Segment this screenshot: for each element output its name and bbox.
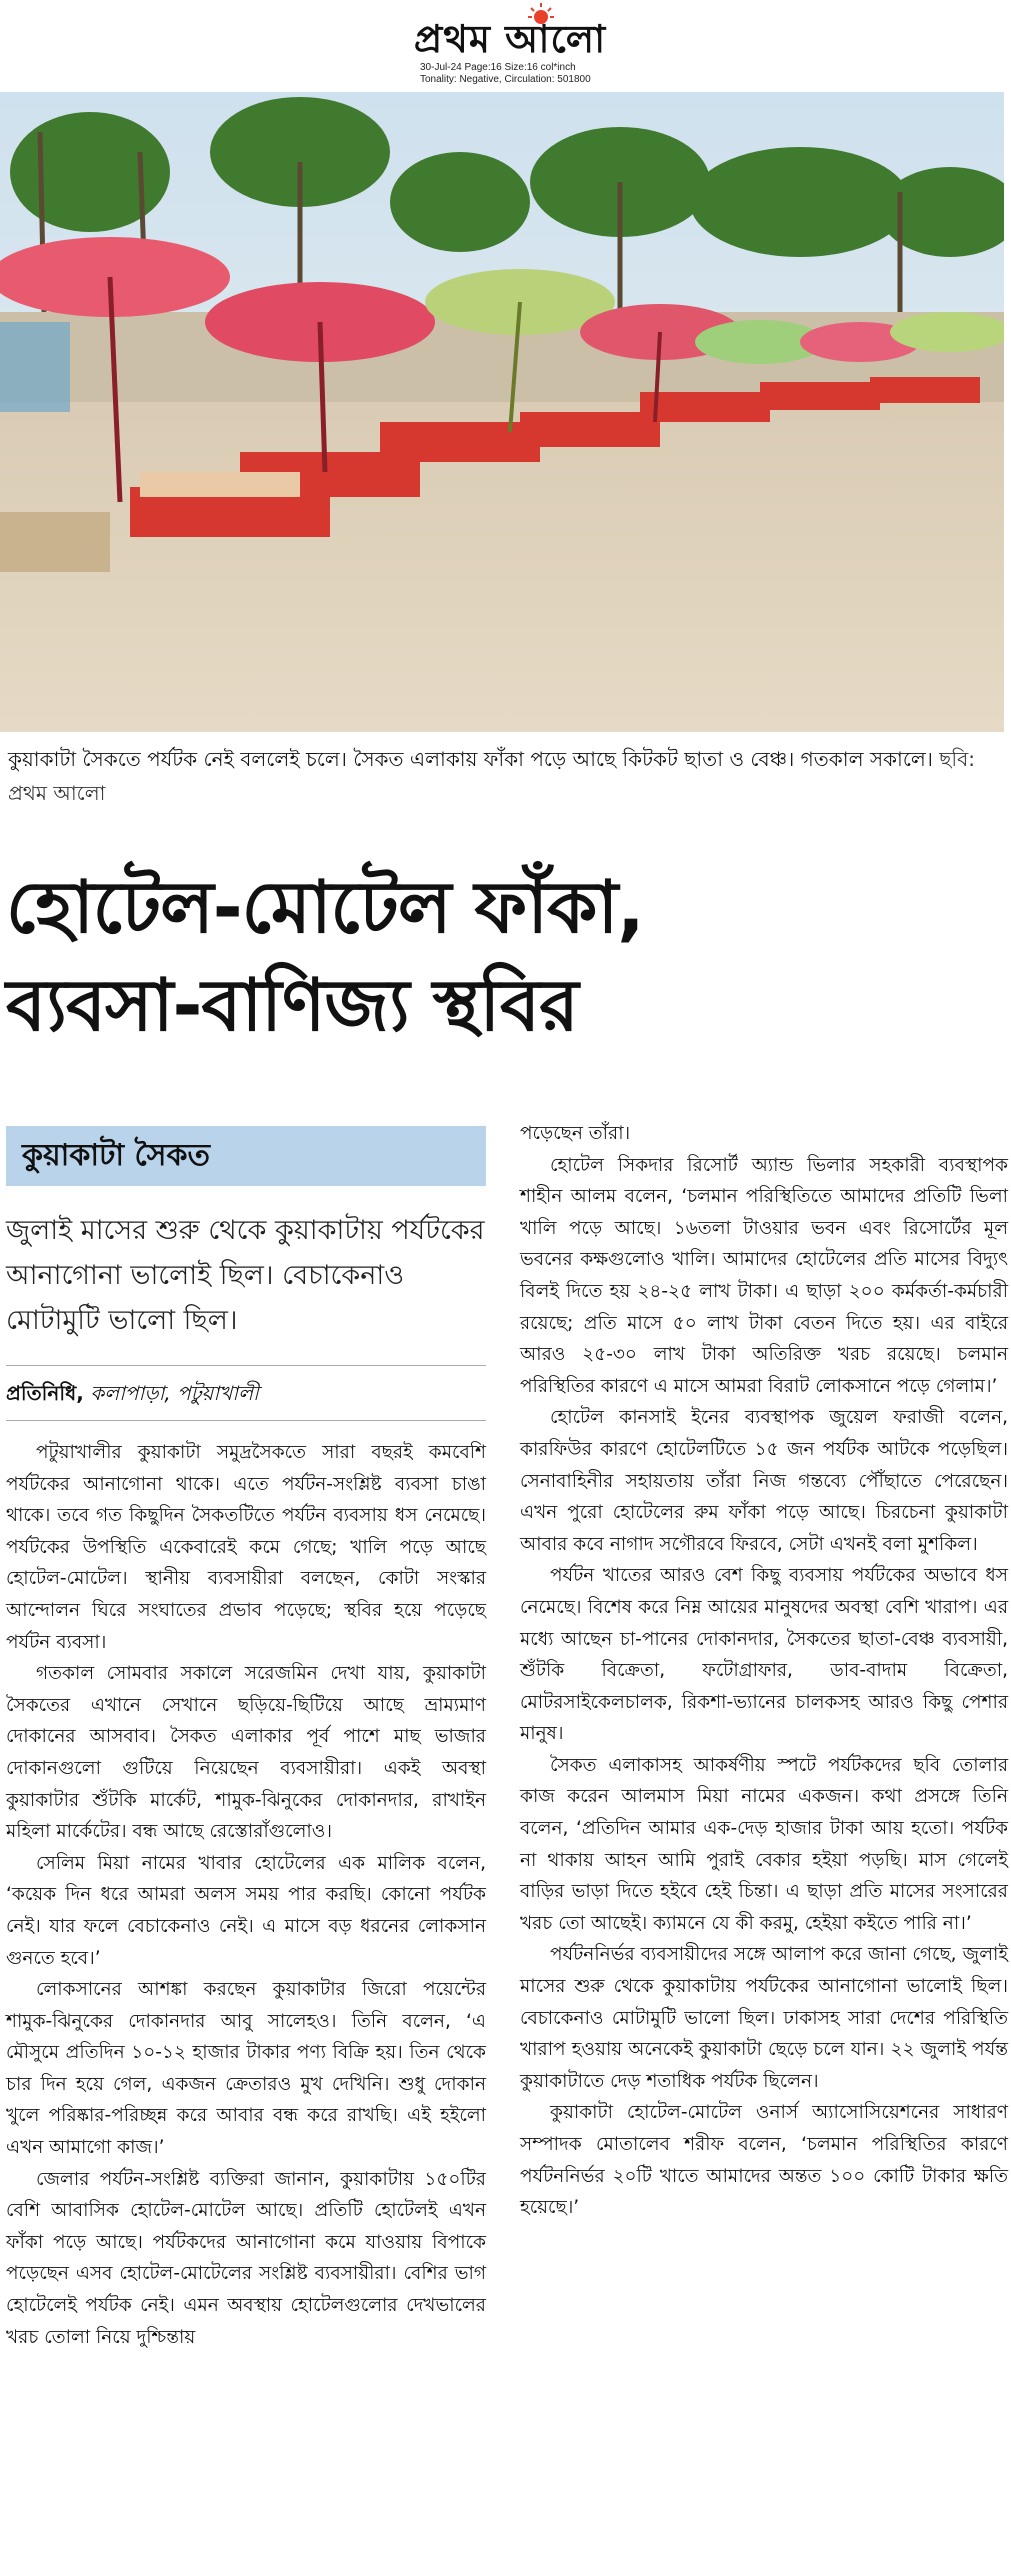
newspaper-logo bbox=[390, 4, 630, 60]
byline bbox=[6, 1365, 486, 1421]
byline-place: কলাপাড়া, পটুয়াখালী bbox=[90, 1381, 259, 1405]
meta-line-1: 30-Jul-24 Page:16 Size:16 col*inch bbox=[420, 62, 576, 73]
logo-text: প্রথম আলো bbox=[413, 16, 607, 61]
masthead bbox=[0, 0, 1011, 92]
paragraph: পটুয়াখালীর কুয়াকাটা সমুদ্রসৈকতে সারা বছরই কমবেশি পর্যটকের আনাগোনা থাকে। এতে পর্যটন-সংশ্লিষ্ট ব্যবসা চাঙা থাকে। তবে গত কিছুদিন সৈকতটিতে পর্যটন ব্যবসায় ধস নেমেছে। পর্যটকের উপস্থিতি একেবারেই কমে গেছে; খালি পড়ে আছে হোটেল-মোটেল। স্থানীয় ব্যবসায়ীরা বলছেন, কোটা সংস্কার আন্দোলন ঘিরে সংঘাতের প্রভাব পড়েছে; স্থবির হয়ে পড়েছে পর্যটন ব্যবসা। bbox=[6, 1442, 486, 1653]
clipping-meta bbox=[420, 62, 680, 86]
caption-text: কুয়াকাটা সৈকতে পর্যটক নেই বললেই চলে। সৈকত এলাকায় ফাঁকা পড়ে আছে কিটকট ছাতা ও বেঞ্চ। গতকাল সকালে। bbox=[8, 747, 933, 771]
paragraph: সেলিম মিয়া নামের খাবার হোটেলের এক মালিক বলেন, ‘কয়েক দিন ধরে আমরা অলস সময় পার করছি। কোনো পর্যটক নেই। যার ফলে বেচাকেনাও নেই। এ মাসে বড় ধরনের লোকসান গুনতে হবে।’ bbox=[6, 1852, 486, 1969]
paragraph: পড়েছেন তাঁরা। bbox=[520, 1123, 631, 1144]
paragraph: সৈকত এলাকাসহ আকর্ষণীয় স্পটে পর্যটকদের ছবি তোলার কাজ করেন আলমাস মিয়া নামের একজন। কথা প্রসঙ্গে তিনি বলেন, ‘প্রতিদিন আমার এক-দেড় হাজার টাকা আয় হতো। পর্যটক না থাকায় আহন আমি পুরাই বেকার হইয়া পড়ছি। মাস গেলেই বাড়ির ভাড়া দিতে হইবে হেই চিন্তা। এ ছাড়া প্রতি মাসের সংসারের খরচ তো আছেই। ক্যামনে যে কী করমু, হেইয়া কইতে পারি না।’ bbox=[520, 1754, 1008, 1934]
meta-line-2: Tonality: Negative, Circulation: 501800 bbox=[420, 74, 591, 85]
headline-line-2: ব্যবসা-বাণিজ্য স্থবির bbox=[6, 963, 578, 1047]
paragraph: কুয়াকাটা হোটেল-মোটেল ওনার্স অ্যাসোসিয়েশনের সাধারণ সম্পাদক মোতালেব শরীফ বলেন, ‘চলমান পরিস্থিতির কারণে পর্যটননির্ভর ২০টি খাতে আমাদের অন্তত ১০০ কোটি টাকার ক্ষতি হয়েছে।’ bbox=[520, 2102, 1008, 2219]
paragraph: হোটেল সিকদার রিসোর্ট অ্যান্ড ভিলার সহকারী ব্যবস্থাপক শাহীন আলম বলেন, ‘চলমান পরিস্থিতিতে আমাদের প্রতিটি ভিলা খালি পড়ে আছে। ১৬তলা টাওয়ার ভবন এবং রিসোর্টের মূল ভবনের কক্ষগুলোও খালি। আমাদের হোটেলের প্রতি মাসের বিদ্যুৎ বিলই দিতে হয় ২৪-২৫ লাখ টাকা। এ ছাড়া ২০০ কর্মকর্তা-কর্মচারী রয়েছে; প্রতি মাসে ৫০ লাখ টাকা বেতন দিতে হয়। এর বাইরে আরও ২৫-৩০ লাখ টাকা অতিরিক্ত খরচ রয়েছে। চলমান পরিস্থিতির কারণে এ মাসে আমরা বিরাট লোকসানে পড়ে গেলাম।’ bbox=[520, 1154, 1008, 1397]
photo-caption bbox=[8, 742, 998, 810]
headline bbox=[6, 858, 1006, 1054]
beach-umbrellas-photo bbox=[0, 92, 1004, 732]
paragraph: হোটেল কানসাই ইনের ব্যবস্থাপক জুয়েল ফরাজী বলেন, কারফিউর কারণে হোটেলটিতে ১৫ জন পর্যটক আটকে পড়েছিল। সেনাবাহিনীর সহায়তায় তাঁরা নিজ গন্তব্যে পৌঁছাতে পেরেছেন। এখন পুরো হোটেলের রুম ফাঁকা পড়ে আছে। চিরচেনা কুয়াকাটা আবার কবে নাগাদ সগৌরবে ফিরবে, সেটা এখনই বলা মুশকিল। bbox=[520, 1407, 1008, 1555]
article-column-left bbox=[6, 1118, 486, 2353]
paragraph: গতকাল সোমবার সকালে সরেজমিন দেখা যায়, কুয়াকাটা সৈকতের এখানে সেখানে ছড়িয়ে-ছিটিয়ে আছে ভ্রাম্যমাণ দোকানের আসবাব। সৈকত এলাকার পূর্ব পাশে মাছ ভাজার দোকানগুলো গুটিয়ে নিয়েছেন ব্যবসায়ীরা। একই অবস্থা কুয়াকাটার শুঁটকি মার্কেট, শামুক-ঝিনুকের দোকানদার, রাখাইন মহিলা মার্কেটের। বন্ধ আছে রেস্তোরাঁগুলোও। bbox=[6, 1663, 486, 1843]
paragraph: পর্যটন খাতের আরও বেশ কিছু ব্যবসায় পর্যটকের অভাবে ধস নেমেছে। বিশেষ করে নিম্ন আয়ের মানুষদের অবস্থা বেশি খারাপ। এর মধ্যে আছেন চা-পানের দোকানদার, সৈকতের ছাতা-বেঞ্চ ব্যবসায়ী, শুঁটকি বিক্রেতা, ফটোগ্রাফার, ডাব-বাদাম বিক্রেতা, মোটরসাইকেলচালক, রিকশা-ভ্যানের চালকসহ আরও কিছু পেশার মানুষ। bbox=[520, 1565, 1008, 1745]
paragraph: জেলার পর্যটন-সংশ্লিষ্ট ব্যক্তিরা জানান, কুয়াকাটায় ১৫০টির বেশি আবাসিক হোটেল-মোটেল আছে। প্রতিটি হোটেলই এখন ফাঁকা পড়ে আছে। পর্যটকদের আনাগোনা কমে যাওয়ায় বিপাকে পড়েছেন এসব হোটেল-মোটেলের সংশ্লিষ্ট ব্যবসায়ীরা। বেশির ভাগ হোটেলেই পর্যটক নেই। এমন অবস্থায় হোটেলগুলোর দেখভালের খরচ তোলা নিয়ে দুশ্চিন্তায় bbox=[6, 2168, 486, 2348]
paragraph: লোকসানের আশঙ্কা করছেন কুয়াকাটার জিরো পয়েন্টের শামুক-ঝিনুকের দোকানদার আবু সালেহও। তিনি বলেন, ‘এ মৌসুমে প্রতিদিন ১০-১২ হাজার টাকার পণ্য বিক্রি হয়। তিন থেকে চার দিন হয়ে গেল, একজন ক্রেতারও মুখ দেখিনি। শুধু দোকান খুলে পরিষ্কার-পরিচ্ছন্ন করে আবার বন্ধ করে রাখছি। এই হইলো এখন আমাগো কাজ।’ bbox=[6, 1979, 486, 2159]
photo-credit: ছবি: প্রথম আলো bbox=[8, 747, 975, 805]
photo-illustration bbox=[0, 92, 1004, 732]
headline-line-1: হোটেল-মোটেল ফাঁকা, bbox=[6, 865, 644, 949]
paragraph: পর্যটননির্ভর ব্যবসায়ীদের সঙ্গে আলাপ করে জানা গেছে, জুলাই মাসের শুরু থেকে কুয়াকাটায় পর্যটকের আনাগোনা ভালোই ছিল। বেচাকেনাও মোটামুটি ভালো ছিল। ঢাকাসহ সারা দেশের পরিস্থিতি খারাপ হওয়ায় অনেকেই কুয়াকাটা ছেড়ে চলে যান। ২২ জুলাই পর্যন্ত কুয়াকাটাতে দেড় শতাধিক পর্যটক ছিলেন। bbox=[520, 1944, 1008, 2092]
intro-text: জুলাই মাসের শুরু থেকে কুয়াকাটায় পর্যটকের আনাগোনা ভালোই ছিল। বেচাকেনাও মোটামুটি ভালো ছিল। bbox=[6, 1215, 485, 1336]
kicker-label: কুয়াকাটা সৈকত bbox=[6, 1126, 486, 1186]
byline-label: প্রতিনিধি, bbox=[6, 1381, 84, 1405]
article-column-right bbox=[520, 1118, 1008, 2224]
